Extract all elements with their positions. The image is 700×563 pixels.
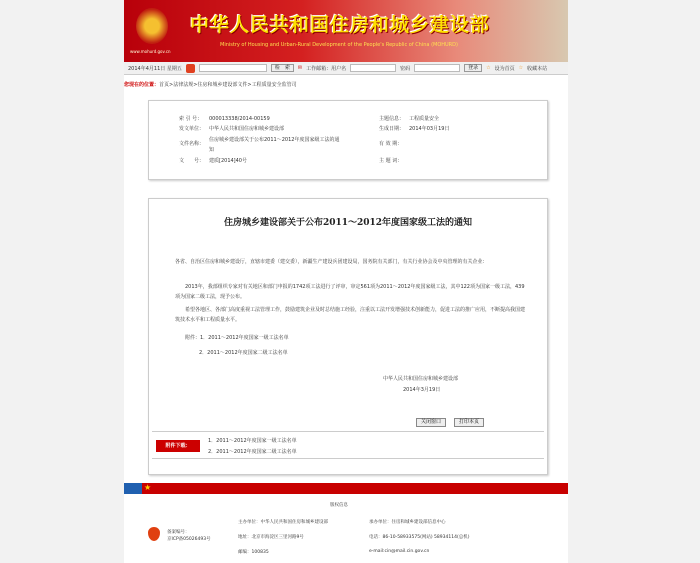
record-value[interactable]: 京ICP备05026493号 [167,537,211,542]
police-badge-icon [148,527,160,541]
breadcrumb-path[interactable]: 首页>法律法规>住房和城乡建设部文件>工程质量安全监管司 [159,82,297,88]
email[interactable]: e-mail:cin@mail.cin.gov.cn [369,549,430,554]
site-url: www.mohurd.gov.cn [130,49,171,54]
date-label: 生成日期： [379,126,405,132]
doc-number-label: 文 号： [179,158,205,164]
organizer: 承办单位：住房和城乡建设部信息中心 [369,520,446,525]
bookmark-link[interactable]: 收藏本站 [527,65,548,72]
name-value: 住房城乡建设部关于公布2011～2012年度国家级工法的通知 [209,137,340,153]
attachment-line: 附件：1．2011～2012年度国家一级工法名单 [185,335,289,341]
issuer-label: 发文单位： [179,126,205,132]
host: 主办单位：中华人民共和国住房和城乡建设部 [238,520,328,525]
download-label: 附件下载： [156,440,200,452]
username-input[interactable] [350,64,396,72]
footer-bar [124,483,568,494]
sign-date: 2014年3月19日 [403,387,441,393]
search-input[interactable] [199,64,267,72]
topic-value: 工程质量安全 [409,116,440,122]
record-label: 备案编号： [167,530,190,535]
close-window-button[interactable]: 关闭窗口 [416,418,446,427]
print-button[interactable]: 打印本页 [454,418,484,427]
search-icon [186,64,195,73]
document-info [148,100,548,180]
paragraph: 希望各地区、各部门高度重视工法管理工作，鼓励建筑企业及时总结施工经验，注重以工法开发增强技术创新能力，促进工法的推广应用，不断提高我国建筑技术水平和工程质量水平。 [175,307,526,323]
document-body [148,198,548,475]
phone: 电话：86-10-58933575(网站) 58934114(总机) [369,535,470,540]
toolbar [124,62,568,75]
download-link[interactable]: 2．2011～2012年度国家二级工法名单 [208,449,297,455]
date: 2014年4月11日 星期五 [128,65,182,72]
breadcrumb [124,81,297,88]
password-input[interactable] [414,64,460,72]
page [124,0,568,563]
search-button[interactable]: 检 索 [271,64,294,72]
breadcrumb-label: 您现在的位置： [124,82,160,88]
valid-label: 有 效 期： [379,141,403,147]
topic-label: 主题信息： [379,116,405,122]
document-title: 住房城乡建设部关于公布2011～2012年度国家级工法的通知 [223,218,473,228]
attachment-download [152,431,544,459]
site-banner [124,0,568,62]
signer: 中华人民共和国住房和城乡建设部 [383,376,459,382]
paragraph: 2013年，我部组织专家对有关地区和部门申报的1742项工法进行了评审，审定561项为2011～2012年度国家级工法，其中122项为国家一级工法，439项为国家二级工法，现予公布。 [175,284,525,300]
mail-username-label: 工作邮箱：用户名 [306,65,347,72]
name-label: 文件名称： [179,141,205,147]
star-icon: ★ [144,483,152,492]
paragraph: 各省、自治区住房和城乡建设厅，直辖市建委（建交委），新疆生产建设兵团建设局，国务院有关部门，有关行业协会及中央管理的有关企业： [175,259,488,265]
address: 地址：北京市海淀区三里河路9号 [238,535,304,540]
site-subtitle: Ministry of Housing and Urban-Rural Development of the People's Republic of China (MOHURD) [220,42,458,48]
attachment-line: 2．2011～2012年度国家二级工法名单 [199,350,288,356]
zip: 邮编：100835 [238,550,269,555]
site-title: 中华人民共和国住房和城乡建设部 [190,14,491,36]
bookmark-icon: ☆ [518,65,524,71]
password-label: 密码 [400,65,411,72]
mail-icon: ✉ [297,65,303,71]
issuer-value: 中华人民共和国住房和城乡建设部 [209,126,285,132]
date-value: 2014年03月19日 [409,126,450,132]
home-icon: ☆ [486,65,491,71]
set-home-link[interactable]: 设为首页 [494,65,515,72]
copyright-link[interactable]: 版权信息 [330,503,348,508]
download-link[interactable]: 1．2011～2012年度国家一级工法名单 [208,438,297,444]
index-label: 索 引 号： [179,116,203,122]
index-value: 000013338/2014-00159 [209,116,270,122]
national-emblem-icon [136,8,168,44]
login-button[interactable]: 登录 [464,64,482,72]
subject-label: 主 题 词： [379,158,403,164]
doc-number-value: 建质[2014]40号 [209,158,247,164]
